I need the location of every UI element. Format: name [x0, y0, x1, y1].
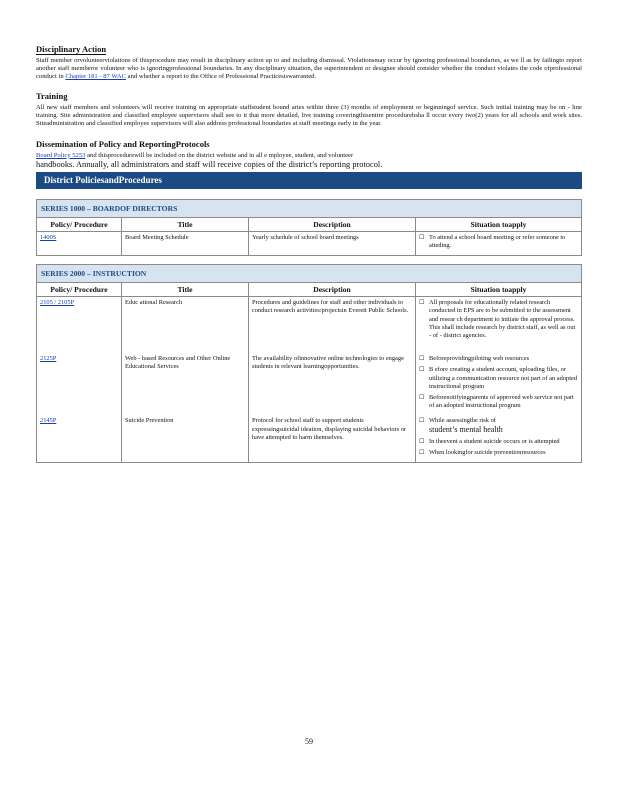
list-item: ☐ Beforenotifyingparents of approved web service not part of an adopted instructional program [419, 393, 574, 410]
checkbox-icon: ☐ [419, 367, 425, 374]
col-title: Title [122, 283, 249, 297]
list-item: ☐ In theevent a student suicide occurs or is attempted [419, 437, 560, 445]
policy-title: Board Meeting Schedule [122, 231, 249, 255]
training-heading: Training [36, 91, 68, 102]
col-policy: Policy/ Procedure [37, 283, 122, 297]
checkbox-icon: ☐ [419, 450, 425, 456]
checkbox-icon: ☐ [419, 418, 425, 425]
series-2000-title: SERIES 2000 – INSTRUCTION [37, 265, 582, 283]
list-item: ☐ While assessingthe risk of student’s mental health [419, 417, 503, 434]
table-row [37, 345, 582, 415]
policy-description: Protocol for school staff to support students expressingsuicidal ideation, displaying suicidal behaviors or have attempted to harm themselves. [249, 415, 416, 462]
table-row [37, 297, 582, 346]
dissemination-paragraph: Board Policy 5253 and thisprocedurewill be included on the district website and in all e mployee, student, and volunteer handbooks. Annually, all administrators and staff will receive copies of the district’s reporting protocol. [36, 151, 383, 169]
disciplinary-heading: Disciplinary Action [36, 44, 107, 54]
col-description: Description [249, 217, 416, 231]
col-situation: Situation toapply [416, 217, 582, 231]
training-paragraph: All new staff members and volunteers will receive training on appropriate staffstudent bound aries within three (3) months of employment or beginningof service. Such initial training may be on - line training. Site administration and classified employee supervisors shall see to it that more detailed, live training coveringthisentire procedurehsha ll occur every two(2) years for all schools and work sites. Siteadministration and classified employee supervisors will also address professional boundaries at staff meetings early in the year. [36, 104, 582, 128]
col-situation: Situation toapply [416, 283, 582, 297]
col-title: Title [122, 217, 249, 231]
policy-description: Procedures and guidelines for staff and other individuals to conduct research activities/projectsin Everett Public Schools. [249, 297, 416, 346]
document-page [36, 44, 582, 471]
policy-code-link[interactable]: 2125P [40, 355, 57, 363]
list-item: ☐ Beforeprovidingpiloting web resources [419, 355, 530, 363]
series-2000-table [36, 264, 582, 463]
policy-description: Yearly schedule of school board meetings [249, 231, 416, 255]
checkbox-icon: ☐ [419, 356, 425, 363]
dissemination-heading: Dissemination of Policy and ReportingProtocols [36, 138, 210, 149]
policy-title: Suicide Prevention [122, 415, 249, 462]
board-policy-link[interactable]: Board Policy 5253 [36, 151, 86, 159]
table-row [37, 415, 582, 462]
checkbox-icon: ☐ [419, 300, 425, 307]
list-item: ☐ To attend a school board meeting or refer someone to atteding. [419, 233, 566, 249]
table-row [37, 231, 582, 255]
district-policies-banner: District PoliciesandProcedures [36, 172, 582, 189]
list-item: ☐ When lookingfor suicide preventionresources [419, 449, 546, 456]
policy-code-link[interactable]: 2145P [40, 417, 57, 425]
col-description: Description [249, 283, 416, 297]
list-item: ☐ All proposals for educationally related research conducted in EPS are to be submitted to the assessment and resear ch department to initiate the approval process. This shall include research by district staff, as well as out - of - district agencies. [419, 299, 576, 339]
checkbox-icon: ☐ [419, 234, 425, 241]
disciplinary-paragraph: Staff member orvolunteerviolations of thisprocedure may result in disciplinary action up to and including dismissal. Violationsmay occur by ignoring professional boundaries, as we ll as by failingto report another staff memberor volunteer who is ignoringprofessional boundaries. In any disciplinary situation, the superintendent or designee should consider whether the conduct violates the code ofprofessional conduct in Chapter 181 - 87 WAC and whether a report to the Office of Professional Practicesiswarranted. [36, 57, 582, 81]
checkbox-icon: ☐ [419, 394, 425, 401]
series-1000-title: SERIES 1000 – BOARDOF DIRECTORS [37, 199, 582, 217]
policy-title: Web - based Resources and Other Online Educational Services [122, 345, 249, 415]
policy-description: The availability ofinnovative online technologies to engage students in relevant learningopportunities. [249, 345, 416, 415]
policy-code-link[interactable]: 1400S [40, 233, 57, 241]
series-1000-table [36, 199, 582, 256]
checkbox-icon: ☐ [419, 438, 425, 445]
page-number: 59 [305, 737, 313, 746]
policy-code-link[interactable]: 2105 / 2105P [40, 299, 75, 307]
policy-title: Educ ational Research [122, 297, 249, 346]
wac-chapter-link[interactable]: Chapter 181 - 87 WAC [65, 73, 126, 81]
list-item: ☐ B efore creating a student account, uploading files, or utilizing a communication resource not part of an adopted instructional program [419, 366, 578, 390]
col-policy: Policy/ Procedure [37, 217, 122, 231]
